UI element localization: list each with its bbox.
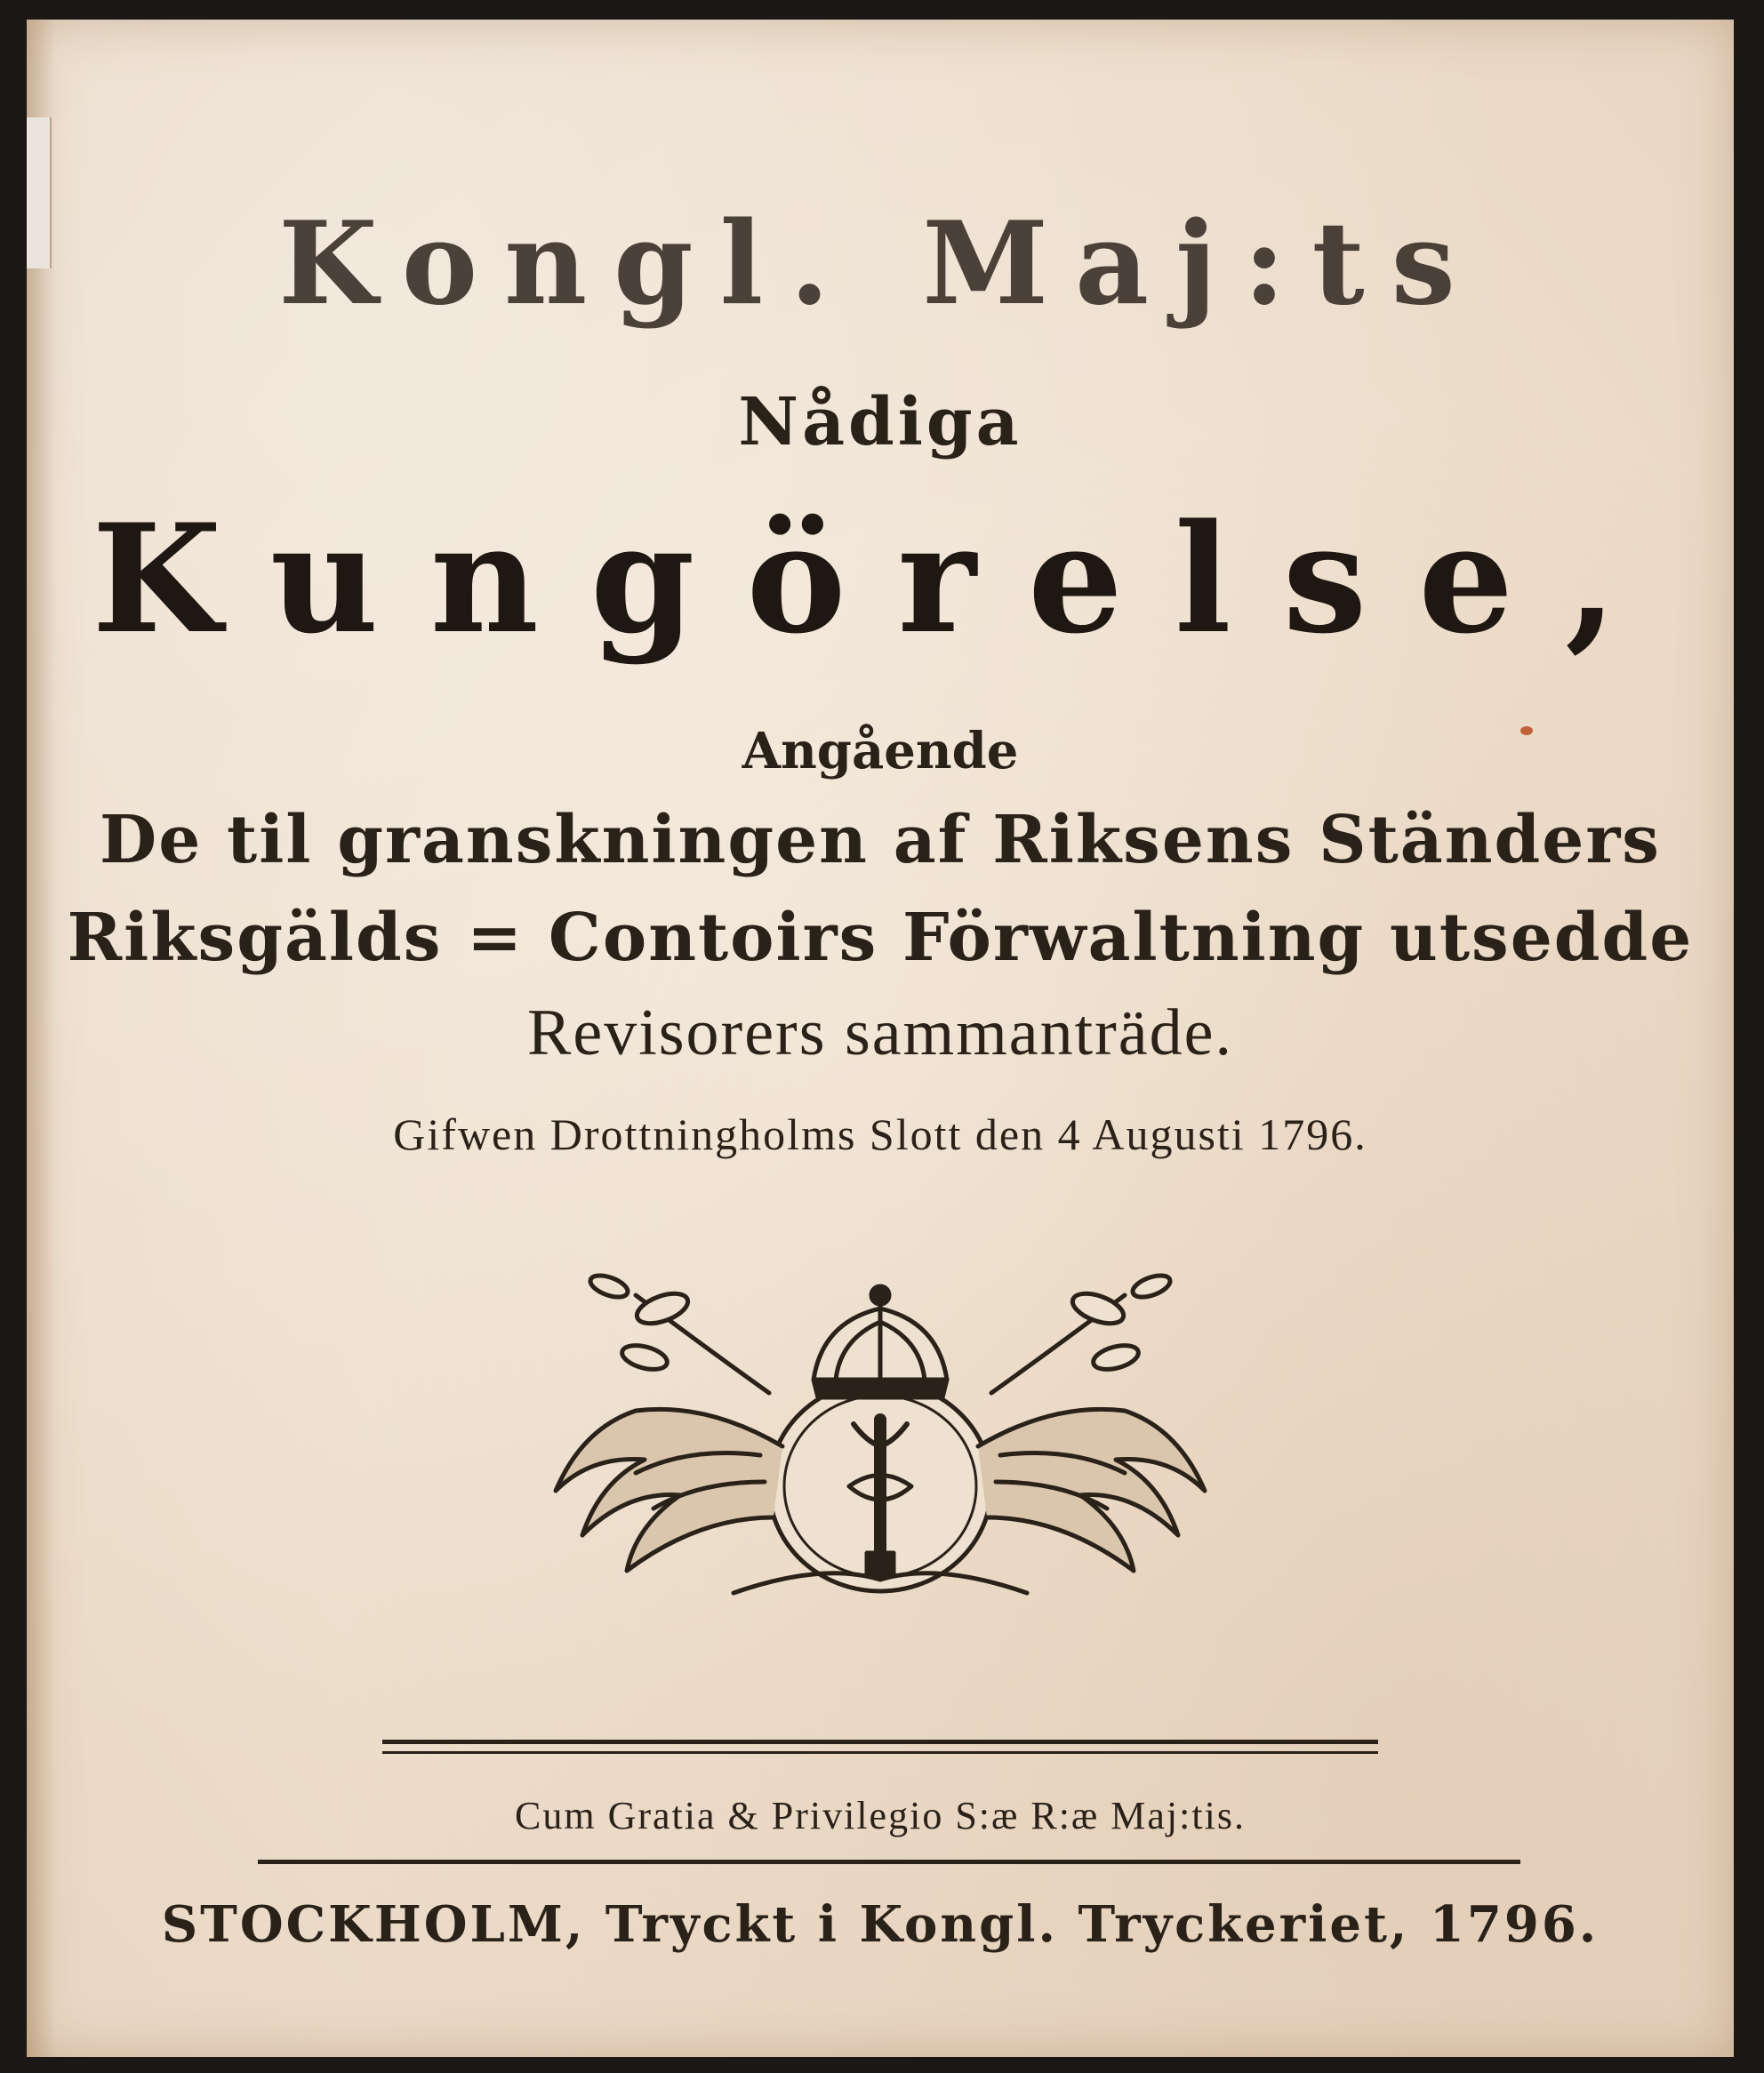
given-line: Gifwen Drottningholms Slott den 4 Augusti 1796. [393,1109,1367,1159]
title-line-3: Kungörelse, [92,491,1669,667]
body-line-1: De til granskningen af Riksens Ständers [100,802,1661,878]
title-line-2: Nådiga [738,384,1022,460]
top-rule-underline [382,1751,1378,1754]
subtitle: Angående [742,722,1019,780]
royal-crest-icon [529,1269,1231,1606]
bottom-rule [258,1860,1520,1864]
privilege-line: Cum Gratia & Privilegio S:æ R:æ Maj:tis. [515,1794,1246,1837]
body-line-2: Riksgälds = Contoirs Förwaltning utsedde [67,900,1694,976]
printer-line: STOCKHOLM, Tryckt i Kongl. Tryckeriet, 1796. [161,1895,1600,1954]
document-page [27,20,1734,2057]
body-line-3: Revisorers sammanträde. [527,996,1233,1069]
title-line-1: Kongl. Maj:ts [278,197,1482,331]
top-rule [382,1740,1378,1744]
